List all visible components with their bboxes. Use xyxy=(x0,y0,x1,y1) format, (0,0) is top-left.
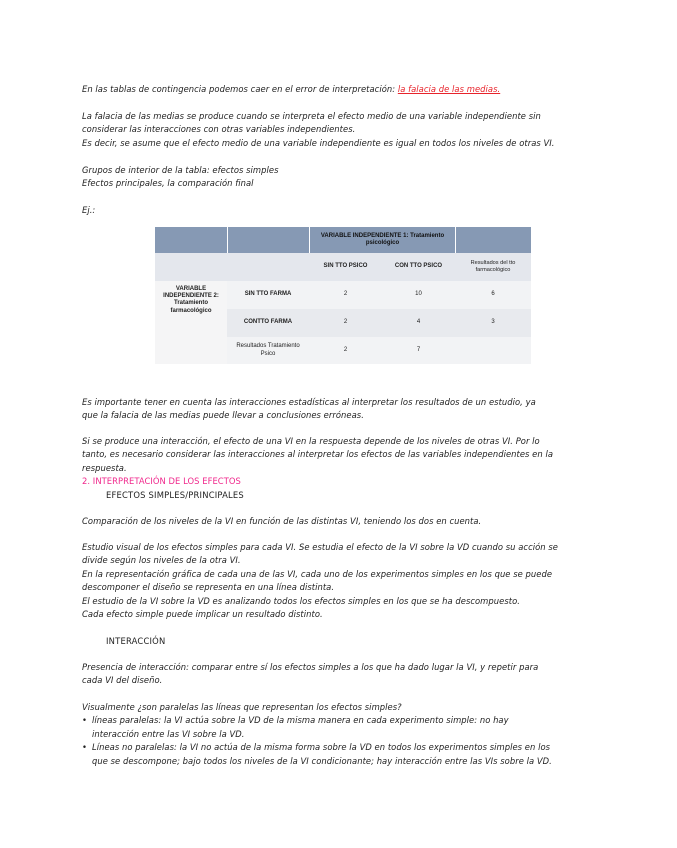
row-vi2-label xyxy=(155,281,227,364)
table-cell: 3 xyxy=(455,309,531,337)
table-cell xyxy=(455,337,531,364)
grupos-paragraph xyxy=(82,164,592,191)
importante-paragraph xyxy=(82,396,592,423)
text-line: Comparación de los niveles de la VI en función de las distintas VI, teniendo los dos en cuenta. xyxy=(82,516,482,526)
text-line: divide según los niveles de la otra VI. xyxy=(82,555,241,566)
text-line: que la falacia de las medias puede llevar a conclusiones erróneas. xyxy=(82,410,364,421)
interaccion-heading xyxy=(82,635,592,648)
text-line: respuesta. xyxy=(82,462,127,473)
table-cell: 10 xyxy=(382,281,455,309)
text-line: Es decir, se asume que el efecto medio de una variable independiente es igual en todos los niveles de otras VI. xyxy=(82,137,555,148)
contingency-table xyxy=(155,227,531,364)
table-cell: 2 xyxy=(309,281,382,309)
text-line: Estudio visual de los efectos simples para cada VI. Se estudia el efecto de la VI sobre la VD cuando su acción se xyxy=(82,542,558,552)
subheader-empty-cell xyxy=(227,253,309,281)
text-line: Es importante tener en cuenta las interacciones estadísticas al interpretar los resultados de un estudio, ya xyxy=(82,397,536,407)
visualmente-paragraph xyxy=(82,701,592,768)
table-cell: 2 xyxy=(309,309,382,337)
text-line: • Líneas no paralelas: la VI no actúa de la misma forma sobre la VD en todos los experimentos simples en los xyxy=(92,742,551,753)
text-line: considerar las interacciones con otras variables independientes. xyxy=(82,124,356,135)
vi2-label-text: VARIABLE INDEPENDIENTE 2: Tratamiento farmacológico xyxy=(163,286,219,314)
text-line: interacción entre las VI sobre la VD. xyxy=(92,728,245,739)
presencia-paragraph xyxy=(82,661,592,688)
interaccion-title: INTERACCIÓN xyxy=(106,636,166,646)
header-empty-cell xyxy=(455,227,531,253)
table-cell: 7 xyxy=(382,337,455,364)
text-line: tanto, es necesario considerar las interacciones al interpretar los efectos de las variables independientes en la xyxy=(82,449,553,460)
header-empty-cell xyxy=(155,227,227,253)
text-line: que se descompone; bajo todos los niveles de la VI condicionante; hay interacción entre las VIs sobre la VD. xyxy=(92,755,552,766)
list-item xyxy=(82,741,592,768)
interaccion-paragraph xyxy=(82,435,592,502)
header-empty-cell xyxy=(227,227,309,253)
col-resultados-farma: Resultados del tto farmacológico xyxy=(455,253,531,281)
text-line: descomponer el diseño se representa en una línea distinta. xyxy=(82,582,335,593)
text-line: cada VI del diseño. xyxy=(82,675,163,686)
subheader-empty-cell xyxy=(155,253,227,281)
intro-paragraph xyxy=(82,83,592,96)
table-cell: 6 xyxy=(455,281,531,309)
intro-text: En las tablas de contingencia podemos caer en el error de interpretación: xyxy=(82,84,398,94)
example-label xyxy=(82,204,592,217)
estudio-paragraph xyxy=(82,541,592,621)
text-line: Si se produce una interacción, el efecto de una VI en la respuesta depende de los niveles de otras VI. Por lo xyxy=(82,436,540,446)
text-line: Efectos principales, la comparación final xyxy=(82,178,254,189)
text-line: • líneas paralelas: la VI actúa sobre la VD de la misma manera en cada experimento simple: no hay xyxy=(92,715,509,726)
section-2-subtitle: EFECTOS SIMPLES/PRINCIPALES xyxy=(106,489,244,500)
table-cell: 4 xyxy=(382,309,455,337)
text-line: La falacia de las medias se produce cuando se interpreta el efecto medio de una variable independiente sin xyxy=(82,111,541,121)
header-vi1: VARIABLE INDEPENDIENTE 1: Tratamiento psicológico xyxy=(309,227,455,253)
col-con-tto-psico: CON TTO PSICO xyxy=(382,253,455,281)
text-line: Grupos de interior de la tabla: efectos simples xyxy=(82,165,279,175)
text-line: Visualmente ¿son paralelas las líneas que representan los efectos simples? xyxy=(82,702,402,712)
ej-text: Ej.: xyxy=(82,205,96,215)
row-resultados-psico: Resultados Tratamiento Psico xyxy=(227,337,309,364)
row-con-tto-farma: CONTTO FARMA xyxy=(227,309,309,337)
falacia-link[interactable]: la falacia de las medias. xyxy=(397,84,501,94)
text-line: Presencia de interacción: comparar entre sí los efectos simples a los que ha dado lugar la VI, y repetir para xyxy=(82,662,539,672)
table-cell: 2 xyxy=(309,337,382,364)
row-sin-tto-farma: SIN TTO FARMA xyxy=(227,281,309,309)
list-item xyxy=(82,714,592,741)
text-line: Cada efecto simple puede implicar un resultado distinto. xyxy=(82,609,323,620)
text-line: El estudio de la VI sobre la VD es analizando todos los efectos simples en los que se ha descompuesto. xyxy=(82,595,520,606)
comparacion-paragraph xyxy=(82,515,592,528)
col-sin-tto-psico: SIN TTO PSICO xyxy=(309,253,382,281)
bullet-list xyxy=(82,714,592,768)
falacia-paragraph xyxy=(82,110,592,150)
section-2-title: 2. INTERPRETACIÓN DE LOS EFECTOS xyxy=(82,476,241,487)
text-line: En la representación gráfica de cada una de las VI, cada uno de los experimentos simples en los que se puede xyxy=(82,568,553,579)
